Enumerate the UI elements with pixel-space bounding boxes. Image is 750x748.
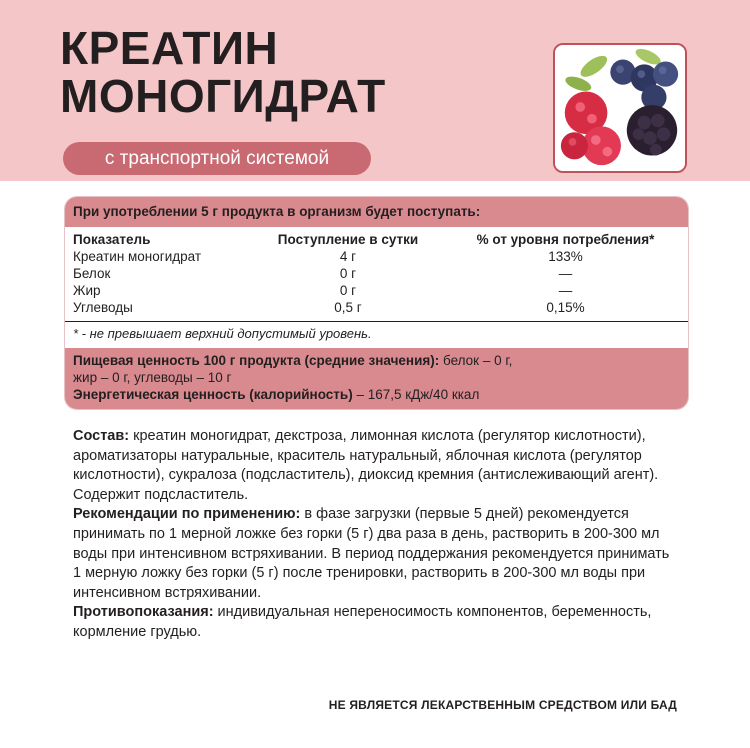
title-line-2: МОНОГИДРАТ [60, 70, 386, 122]
energy-text: – 167,5 кДж/40 ккал [352, 387, 480, 402]
nutrition-value-text-b: жир – 0 г, углеводы – 10 г [73, 370, 232, 385]
column-header-indicator: Показатель [73, 231, 151, 247]
row-amount: 4 г [339, 249, 357, 264]
usage-paragraph [73, 505, 673, 603]
contraindications-paragraph [73, 603, 673, 642]
column-header-percent: % от уровня потребления* [476, 231, 655, 247]
composition-section [73, 427, 673, 643]
nutrition-table-panel [65, 197, 688, 409]
row-amount: 0,5 г [334, 300, 362, 315]
contraindications-label: Противопоказания: [73, 604, 214, 621]
nutrition-value-label: Пищевая ценность 100 г продукта (средние значения): [73, 353, 440, 368]
row-percent: — [558, 283, 573, 298]
nutrition-value-block [65, 348, 688, 409]
table-row [65, 265, 688, 282]
column-header-daily-intake: Поступление в сутки [277, 231, 419, 247]
title-line-1: КРЕАТИН [60, 22, 279, 74]
contraindications-text: индивидуальная непереносимость компонентов, беременность, кормление грудью. [73, 604, 652, 640]
table-row [65, 299, 688, 316]
table-row [65, 248, 688, 265]
row-name: Белок [73, 266, 111, 281]
energy-line [73, 386, 680, 403]
product-title [60, 24, 386, 120]
composition-text: креатин моногидрат, декстроза, лимонная кислота (регулятор кислотности), ароматизаторы натуральные, краситель натуральный, яблочная кислота (регулятор кислотности), сукралоза (подсластитель), диоксид кремния (антислеживающий агент). Содержит подсластитель. [73, 428, 659, 503]
table-header-row [65, 227, 688, 248]
row-name: Жир [73, 283, 101, 298]
footnote: * - не превышает верхний допустимый уровень. [73, 326, 372, 341]
usage-label: Рекомендации по применению: [73, 506, 301, 523]
disclaimer: НЕ ЯВЛЯЕТСЯ ЛЕКАРСТВЕННЫМ СРЕДСТВОМ ИЛИ БАД [328, 698, 677, 712]
row-amount: 0 г [339, 283, 357, 298]
berries-illustration [555, 45, 685, 171]
row-amount: 0 г [339, 266, 357, 281]
subtitle-badge: с транспортной системой [63, 142, 371, 175]
table-row [65, 282, 688, 299]
composition-label: Состав: [73, 428, 130, 444]
nutrition-heading: При употреблении 5 г продукта в организм будет поступать: [65, 197, 688, 227]
nutrition-value-line [73, 352, 680, 369]
row-percent: 133% [548, 249, 583, 264]
nutrition-value-text-a: белок – 0 г, [439, 353, 513, 368]
row-name: Углеводы [73, 300, 133, 315]
energy-label: Энергетическая ценность (калорийность) [73, 387, 353, 402]
composition-paragraph [73, 427, 673, 505]
row-percent: 0,15% [546, 300, 585, 315]
row-percent: — [558, 266, 573, 281]
row-name: Креатин моногидрат [73, 249, 202, 264]
berries-image [553, 43, 687, 173]
nutrition-table [65, 227, 688, 316]
usage-text: в фазе загрузки (первые 5 дней) рекомендуется принимать по 1 мерной ложке без горки (5 г) два раза в день, растворить в 200-300 мл воды при интенсивном встряхивании. В период поддержания рекомендуется принимать 1 мерную ложку без горки (5 г) после тренировки, растворить в 200-300 мл воды при интенсивном встряхивании. [73, 506, 670, 601]
